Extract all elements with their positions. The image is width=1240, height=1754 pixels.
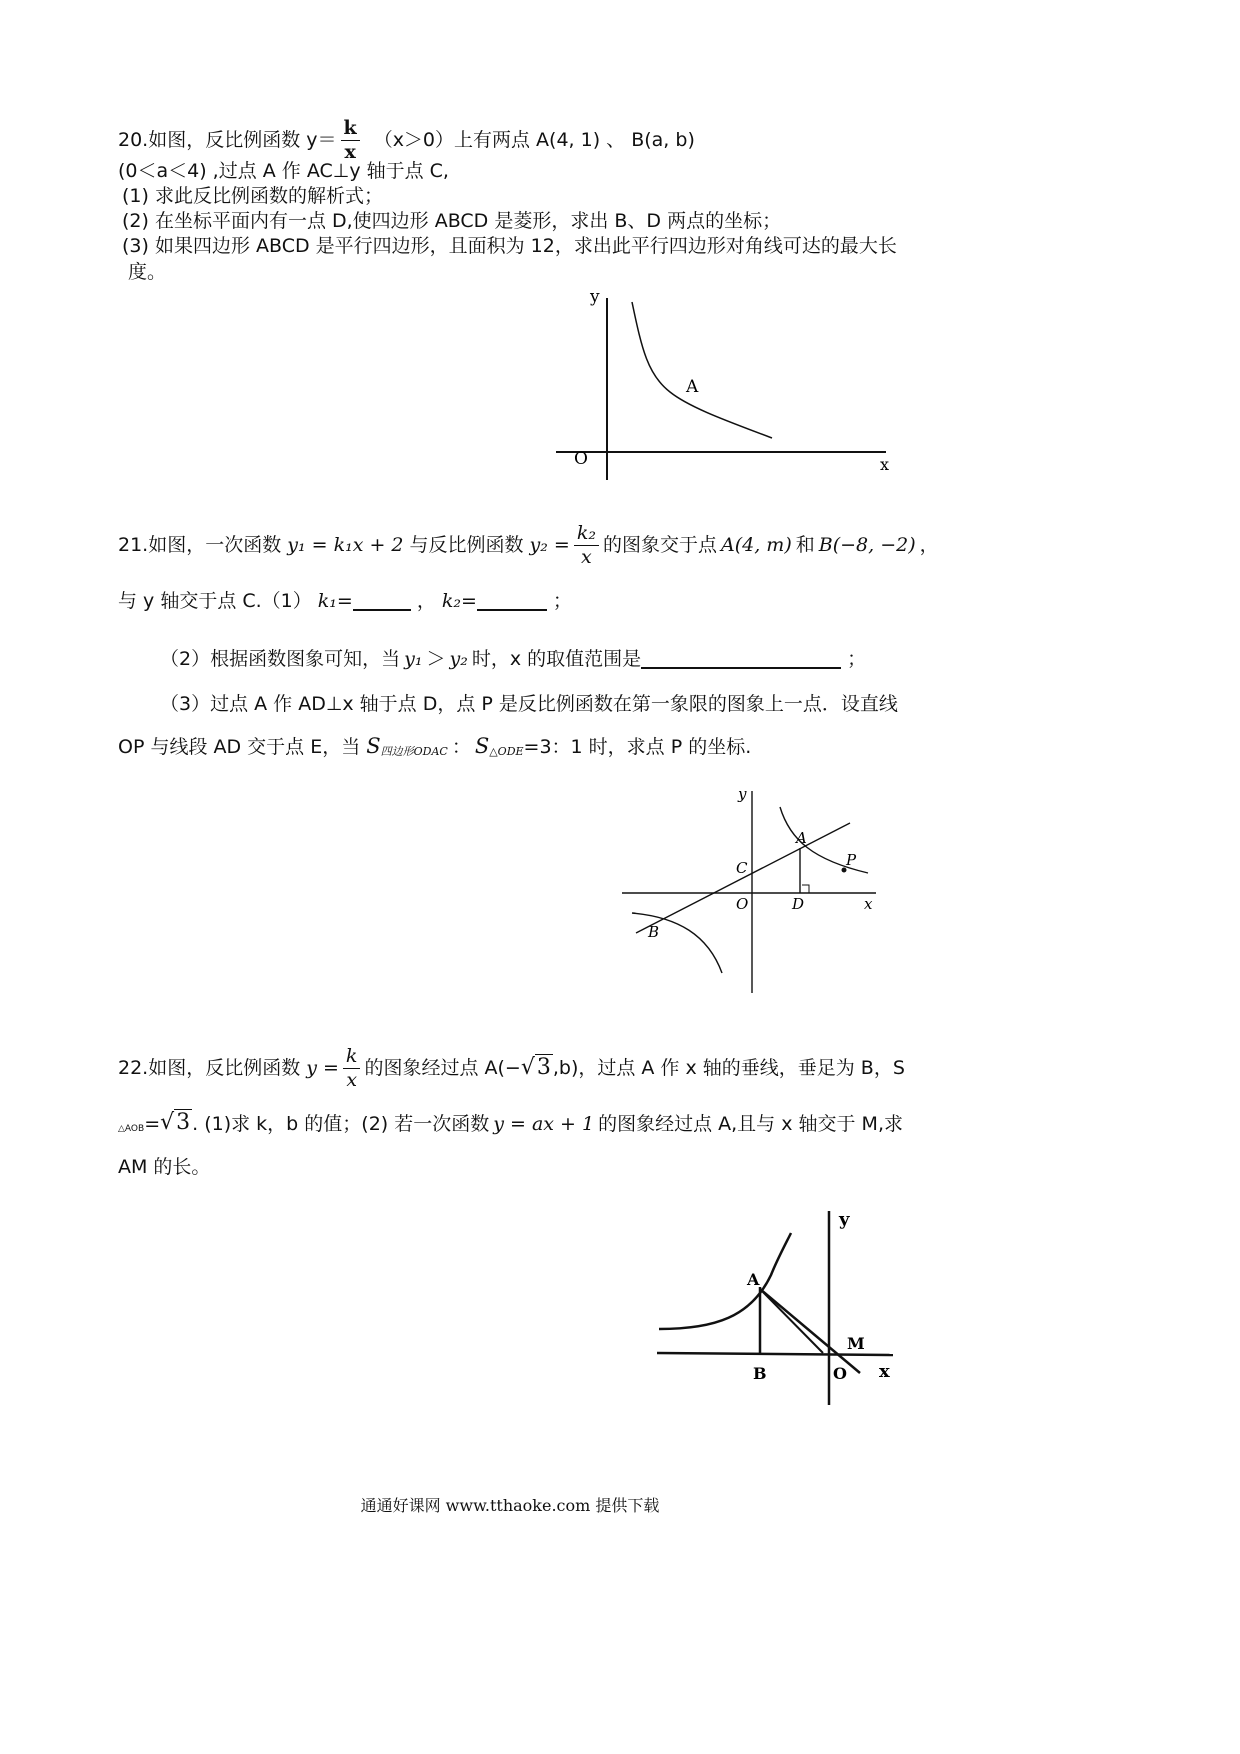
q21-p5a: OP 与线段 AD 交于点 E，当: [118, 736, 361, 758]
q21-gt: ＞: [426, 648, 446, 670]
q21-range-blank[interactable]: [641, 667, 841, 669]
q21-p2b: =: [336, 590, 353, 612]
q22-curve: [659, 1233, 791, 1329]
q22-p1a: 22.如图，反比例函数: [118, 1056, 301, 1079]
q22-p1c: ,b)，过点 A 作 x 轴的垂线，垂足为 B，S: [552, 1056, 905, 1079]
q22-p1b: 的图象经过点 A(−: [364, 1056, 521, 1079]
q21-k2: k₂: [441, 590, 461, 612]
q20-line4: (2) 在坐标平面内有一点 D,使四边形 ABCD 是菱形，求出 B、D 两点的坐标；: [122, 210, 782, 232]
q21-line4: （3）过点 A 作 AD⊥x 轴于点 D，点 P 是反比例函数在第一象限的图象上一点．设直线: [160, 693, 898, 715]
q21-p1d: 和: [795, 533, 815, 556]
q20-figure: [550, 280, 900, 490]
q22-label-x: x: [879, 1361, 890, 1382]
q21-eq2-num: k₂: [574, 524, 599, 546]
q21-point-b: B(−8, −2): [818, 533, 916, 556]
q21-point-a: A(4, m): [721, 533, 792, 556]
q21-label-o: O: [736, 895, 749, 913]
q21-line3: [160, 650, 866, 669]
q20-label-x: x: [880, 455, 890, 474]
q21-p2d: =: [460, 590, 477, 612]
q20-line1: [118, 116, 695, 163]
q21-k1: k₁: [317, 590, 337, 612]
q21-label-y: y: [738, 785, 747, 803]
q21-label-p: P: [846, 851, 857, 869]
q20-curve: [632, 302, 772, 438]
q22-eq-left: y =: [306, 1056, 339, 1079]
q21-eq1: y₁ = k₁x + 2: [287, 533, 404, 556]
q21-s-odac-sub: 四边形ODAC: [380, 745, 448, 758]
q21-p2a: 与 y 轴交于点 C.（1）: [118, 590, 312, 612]
q22-eq-den: x: [346, 1068, 358, 1091]
q22-x-axis: [657, 1353, 893, 1355]
q22-eq2: y = ax + 1: [493, 1113, 595, 1135]
q21-right-angle: [802, 885, 809, 893]
q22-sqrt-1: √3: [520, 1055, 551, 1080]
q21-label-x: x: [864, 895, 873, 913]
q22-line3: AM 的长。: [118, 1156, 211, 1178]
q21-p1c: 的图象交于点: [602, 533, 717, 556]
q22-line1: [118, 1042, 905, 1094]
q20-label-y: y: [590, 287, 600, 307]
q22-ao-segment: [760, 1289, 823, 1353]
q21-p2c: ，: [416, 590, 436, 612]
q22-figure: [655, 1205, 900, 1410]
q21-s-odac: S: [366, 734, 381, 758]
q20-line6: 度。: [128, 261, 167, 283]
q21-s-ode-sub: △ODE: [489, 745, 524, 758]
q22-sqrt-2-value: 3: [176, 1110, 191, 1135]
q21-figure: [618, 785, 888, 995]
q20-fraction: [341, 116, 360, 163]
q22-label-o: O: [833, 1364, 847, 1383]
q22-eq-num: k: [343, 1047, 361, 1069]
q20-prefix: 20.如图，反比例函数 y＝: [118, 128, 337, 151]
q21-p1a: 21.如图，一次函数: [118, 533, 282, 556]
q20-suffix: （x＞0）上有两点 A(4, 1) 、 B(a, b): [373, 128, 695, 151]
q21-p5b: ：: [451, 736, 471, 758]
q20-line5: (3) 如果四边形 ABCD 是平行四边形，且面积为 12，求出此平行四边形对角线可达的最大长: [122, 235, 897, 257]
q21-p3b: 时，x 的取值范围是: [471, 648, 642, 670]
q21-p3a: （2）根据函数图象可知，当: [160, 648, 401, 670]
q21-s-ode: S: [474, 734, 490, 758]
q21-line2: [118, 592, 572, 611]
q21-label-c: C: [736, 859, 748, 877]
footer: 通通好课网 www.tthaoke.com 提供下载: [360, 1496, 660, 1515]
q21-eq2-frac: [574, 521, 599, 568]
q22-p2b: . (1)求 k，b 的值；(2) 若一次函数: [192, 1113, 490, 1135]
q21-k1-blank[interactable]: [353, 609, 411, 611]
q20-line2: (0＜a＜4) ,过点 A 作 AC⊥y 轴于点 C,: [118, 160, 449, 182]
q20-frac-den: x: [344, 140, 356, 163]
q22-am-line: [760, 1289, 860, 1373]
q22-eq-frac: [343, 1044, 361, 1091]
q20-label-o: O: [574, 449, 588, 469]
q21-label-d: D: [792, 895, 805, 913]
q20-line3: (1) 求此反比例函数的解析式；: [122, 185, 383, 207]
q22-label-b: B: [753, 1364, 767, 1383]
q20-label-a: A: [686, 377, 699, 397]
q21-p3c: ；: [847, 648, 867, 670]
q22-label-a: A: [747, 1270, 760, 1289]
q21-p1e: ，: [919, 533, 939, 556]
q21-eq2-den: x: [581, 545, 592, 568]
q21-k2-blank[interactable]: [477, 609, 547, 611]
q20-frac-num: k: [341, 119, 360, 141]
q21-p5c: =3：1 时，求点 P 的坐标.: [523, 736, 752, 758]
q21-p1b: 与反比例函数: [409, 533, 524, 556]
q21-label-a: A: [796, 829, 807, 847]
q21-label-b: B: [648, 923, 660, 941]
q21-y2: y₂: [449, 648, 468, 670]
q22-label-m: M: [847, 1334, 865, 1353]
q21-line: [636, 823, 850, 933]
q22-p2c: 的图象经过点 A,且与 x 轴交于 M,求: [598, 1113, 903, 1135]
q21-eq2-left: y₂ =: [529, 533, 570, 556]
q21-line1: [118, 520, 939, 570]
q22-sqrt-2: √3: [160, 1110, 191, 1135]
q21-y1: y₁: [404, 648, 423, 670]
q22-p2a: =: [144, 1113, 161, 1135]
q22-label-y: y: [839, 1209, 850, 1230]
q22-sub-aob: △AOB: [118, 1124, 145, 1134]
q21-line5: [118, 736, 751, 757]
q21-p2e: ；: [552, 590, 572, 612]
q22-line2: [118, 1112, 903, 1134]
q22-sqrt-1-value: 3: [536, 1055, 551, 1080]
q21-curve-q3: [632, 913, 722, 973]
